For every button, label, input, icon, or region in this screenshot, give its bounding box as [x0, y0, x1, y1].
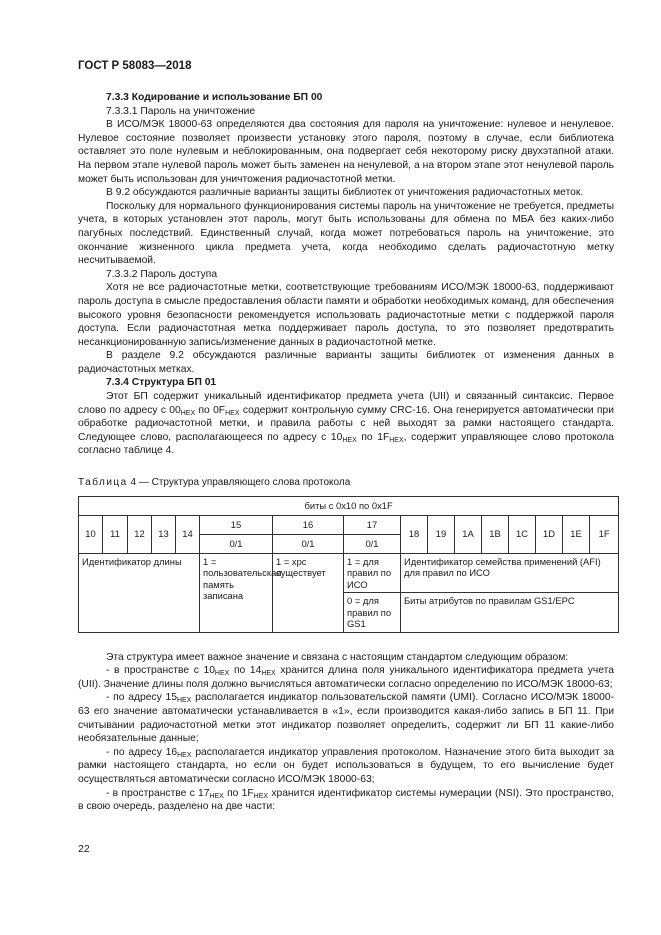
bit-header: 1E [563, 515, 590, 553]
paragraph: В ИСО/МЭК 18000-63 определяются два состояния для пароля на уничтожение: нулевое и ненулевое. Нулевое состояние позволяет произвести установку этого пароля, поэтому в случае, если библиотека оставляет это поле нулевым и неблокированным, она подвергает себя некоторому риску двухэтапной атаки. На первом этапе нулевой пароль может быть заменен на ненулевой, а на втором этапе этот ненулевой пароль может быть использован для уничтожения радиочастотной метки. [78, 119, 614, 185]
table-span-header: биты с 0x10 по 0x1F [79, 496, 619, 515]
table-4 [78, 496, 619, 633]
document-header: ГОСТ Р 58083—2018 [78, 60, 192, 72]
bit-value: 0/1 [200, 534, 273, 553]
gs1-rules-cell: 0 = для правил по GS1 [344, 593, 401, 633]
bit-header: 18 [401, 515, 428, 553]
list-item: - в пространстве с $17_{HEX}$ по $1F_{HEX}$ хранится идентификатор системы нумерации (NSI). Это пространство, в свою очередь, разделено на две части: [78, 787, 614, 813]
paragraph: Эта структура имеет важное значение и связана с настоящим стандартом следующим образом: [106, 651, 569, 663]
bit-header: 10 [79, 515, 103, 553]
bit-header: 19 [428, 515, 455, 553]
afi-cell: Идентификатор семейства применений (AFI) для правил по ИСО [401, 553, 619, 593]
bit-header: 1B [482, 515, 509, 553]
bit-value: 0/1 [344, 534, 401, 553]
list-item: - в пространстве с $10_{HEX}$ по $14_{HEX}$ хранится длина поля уникального идентификатора предмета учета (UII). Значение длины поля должно вычисляться автоматически согласно определению по ИСО/МЭК 18000-63; [78, 665, 614, 690]
section-7-3-3-2-title: 7.3.3.2 Пароль доступа [106, 268, 218, 280]
bit-header: 13 [152, 515, 176, 553]
list-item: - по адресу $15_{HEX}$ располагается индикатор пользовательской памяти (UMI). Согласно ИСО/МЭК 18000-63 его значение автоматически устанавливается в «1», если производится какая-либо запись в БП 11. При считывании радиочастотной метки этот индикатор позволяет определить, содержит ли БП 11 какие-либо необязательные данные; [78, 692, 614, 745]
bit-value: 0/1 [273, 534, 344, 553]
document-body [78, 91, 614, 814]
bit-header: 15 [200, 515, 273, 534]
paragraph: Хотя не все радиочастотные метки, соответствующие требованиям ИСО/МЭК 18000-63, поддерживают пароль доступа в смысле предоставления области памяти и обработки необходимых команд, для обеспечения высокого уровня безопасности рекомендуется использовать радиочастотные метки с поддержкой пароля доступа. Если радиочастотная метка поддерживает пароль доступа, то это позволяет предотвратить несанкционированную запись/изменение данных в радиочастотной метке. [78, 282, 614, 348]
paragraph: В разделе 9.2 обсуждаются различные варианты защиты библиотек от изменения данных в радиочастотных метках. [78, 350, 614, 375]
table-caption: Таблица 4 — Структура управляющего слова протокола [78, 477, 351, 489]
bit-header: 1D [536, 515, 563, 553]
page-number: 22 [78, 843, 90, 855]
gs1-attributes-cell: Биты атрибутов по правилам GS1/EPC [401, 593, 619, 633]
paragraph: В 9.2 обсуждаются различные варианты защиты библиотек от уничтожения радиочастотных меток. [106, 187, 584, 199]
section-7-3-4-title: 7.3.4 Структура БП 01 [106, 377, 217, 389]
bit-header: 1A [455, 515, 482, 553]
bit-header: 1C [509, 515, 536, 553]
bit-header: 17 [344, 515, 401, 534]
length-identifier-cell: Идентификатор длины [79, 553, 200, 632]
bit-header: 14 [176, 515, 200, 553]
xpc-cell: 1 = xpc существует [273, 553, 344, 632]
bit-header: 1F [590, 515, 619, 553]
list-item: - по адресу $16_{HEX}$ располагается индикатор управления протоколом. Назначение этого бита выходит за рамки настоящего стандарта, но если он будет использоваться в будущем, то его вычисление будет осуществляться автоматически согласно ИСО/МЭК 18000-63; [78, 746, 614, 785]
paragraph: Поскольку для нормального функционирования системы пароль на уничтожение не требуется, предметы учета, в которых установлен этот пароль, могут быть использованы для обмена по МБА без каких-либо пагубных последствий. Единственный случай, когда может потребоваться пароль на уничтожение, это окончание жизненного цикла предмета учета, когда необходимо сделать радиочастотную метку несчитываемой. [78, 200, 614, 267]
iso-rules-cell: 1 = для правил по ИСО [344, 553, 401, 593]
bit-header: 12 [128, 515, 152, 553]
paragraph: Этот БП содержит уникальный идентификатор предмета учета (UII) и связанный синтаксис. Первое слово по адресу с $00_{HEX}$ по $0F_{HEX}$ содержит контрольную сумму CRC-16. Она генерируется автоматически при обработке радиочастотной метки, и правила работы с ней выходят за рамки настоящего стандарта. Следующее слово, располагающееся по адресу с $10_{HEX}$ по $1F_{HEX}$, содержит управляющее слово протокола согласно таблице 4. [78, 391, 614, 457]
bit-header: 11 [103, 515, 128, 553]
umi-cell: 1 = пользовательская память записана [200, 553, 273, 632]
bit-header: 16 [273, 515, 344, 534]
section-7-3-3-title: 7.3.3 Кодирование и использование БП 00 [106, 92, 323, 103]
section-7-3-3-1-title: 7.3.3.1 Пароль на уничтожение [106, 105, 256, 117]
